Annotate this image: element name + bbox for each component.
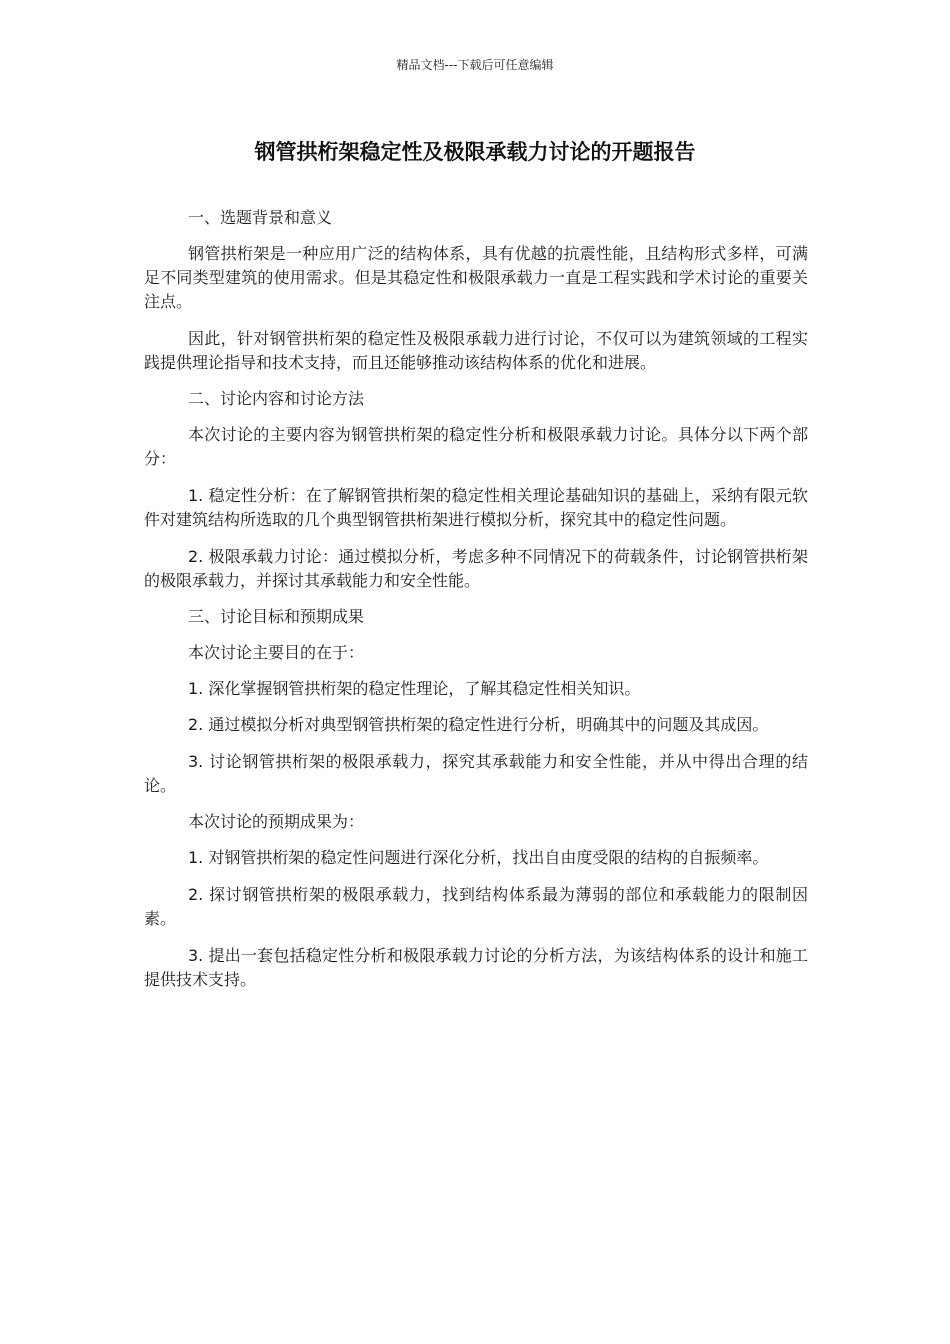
paragraph-content-intro: 本次讨论的主要内容为钢管拱桁架的稳定性分析和极限承载力讨论。具体分以下两个部分：	[144, 425, 808, 468]
list-item-goal-3: 3. 讨论钢管拱桁架的极限承载力，探究其承载能力和安全性能，并从中得出合理的结论。	[144, 752, 808, 795]
list-item-outcome-2: 2. 探讨钢管拱桁架的极限承载力，找到结构体系最为薄弱的部位和承载能力的限制因素。	[144, 885, 808, 928]
section-heading-goals-outcomes: 三、讨论目标和预期成果	[188, 607, 365, 626]
list-item-outcome-1: 1. 对钢管拱桁架的稳定性问题进行深化分析，找出自由度受限的结构的自振频率。	[188, 848, 769, 867]
document-title: 钢管拱桁架稳定性及极限承载力讨论的开题报告	[254, 140, 696, 164]
document-body	[144, 206, 808, 992]
paragraph-goals-intro: 本次讨论主要目的在于：	[188, 643, 365, 662]
section-heading-content-methods: 二、讨论内容和讨论方法	[188, 389, 365, 408]
paragraph-outcomes-intro: 本次讨论的预期成果为：	[188, 812, 365, 831]
list-item-ultimate-capacity: 2. 极限承载力讨论：通过模拟分析，考虑多种不同情况下的荷载条件，讨论钢管拱桁架的极限承载力，并探讨其承载能力和安全性能。	[144, 547, 808, 590]
page-header: 精品文档---下载后可任意编辑	[396, 58, 554, 72]
list-item-goal-1: 1. 深化掌握钢管拱桁架的稳定性理论，了解其稳定性相关知识。	[188, 679, 641, 698]
list-item-stability-analysis: 1. 稳定性分析：在了解钢管拱桁架的稳定性相关理论基础知识的基础上，采纳有限元软件对建筑结构所选取的几个典型钢管拱桁架进行模拟分析，探究其中的稳定性问题。	[144, 486, 808, 529]
paragraph-background: 钢管拱桁架是一种应用广泛的结构体系，具有优越的抗震性能，且结构形式多样，可满足不同类型建筑的使用需求。但是其稳定性和极限承载力一直是工程实践和学术讨论的重要关注点。	[144, 244, 808, 311]
section-heading-background: 一、选题背景和意义	[188, 208, 333, 227]
list-item-goal-2: 2. 通过模拟分析对典型钢管拱桁架的稳定性进行分析，明确其中的问题及其成因。	[188, 715, 769, 734]
paragraph-significance: 因此，针对钢管拱桁架的稳定性及极限承载力进行讨论，不仅可以为建筑领域的工程实践提供理论指导和技术支持，而且还能够推动该结构体系的优化和进展。	[144, 329, 808, 372]
list-item-outcome-3: 3. 提出一套包括稳定性分析和极限承载力讨论的分析方法，为该结构体系的设计和施工提供技术支持。	[144, 946, 808, 989]
